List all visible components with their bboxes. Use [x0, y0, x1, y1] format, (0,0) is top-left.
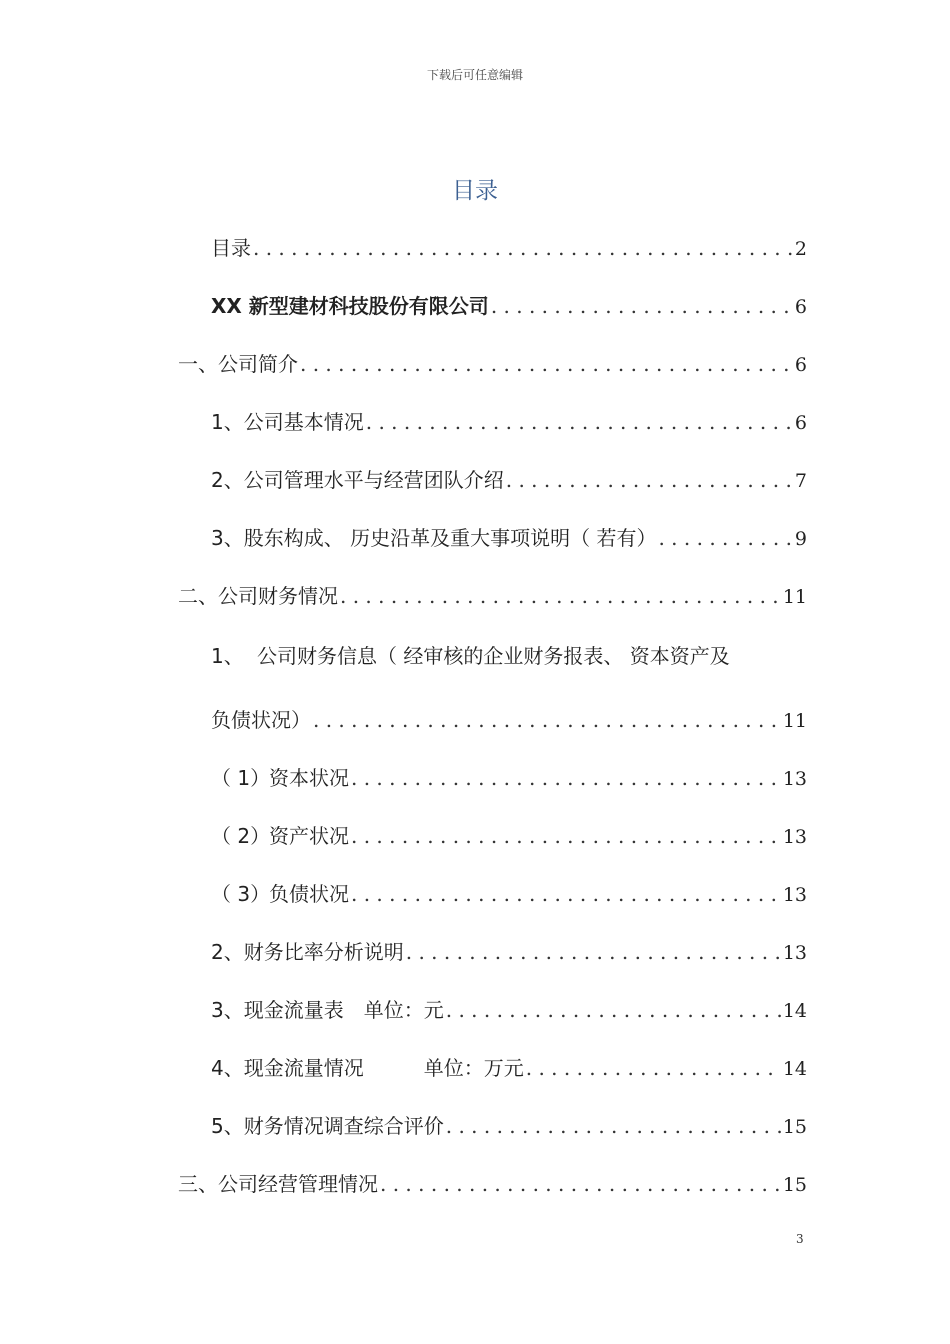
toc-leader — [446, 1114, 781, 1138]
toc-entry-label: 公司财务信息（ 经审核的企业财务报表、 资本资产及 — [257, 644, 730, 668]
toc-entry-number: 2、 — [211, 468, 244, 492]
toc-entry-number: 1、 — [211, 644, 244, 668]
toc-entry-label: 公司经营管理情况 — [218, 1172, 378, 1196]
toc-entry[interactable] — [211, 878, 807, 908]
toc-entry-label: 股东构成、 历史沿革及重大事项说明（ 若有） — [243, 526, 657, 550]
toc-entry-first-line[interactable] — [211, 640, 730, 669]
toc-entry-page: 15 — [782, 1174, 807, 1196]
toc-entry-label: 财务比率分析说明 — [243, 940, 404, 964]
toc-leader — [351, 766, 781, 790]
toc-entry-number: 一、 — [178, 352, 218, 376]
toc-entry-page: 6 — [794, 412, 807, 434]
toc-entry-number: （ 1） — [211, 766, 271, 790]
toc-leader — [658, 526, 792, 550]
toc-entry-label: 资本状况 — [269, 766, 349, 790]
toc-leader — [446, 998, 781, 1022]
toc-entry-page: 14 — [782, 1058, 807, 1080]
toc-entry[interactable] — [211, 936, 807, 966]
toc-entry[interactable] — [211, 1110, 807, 1140]
toc-entry[interactable] — [178, 348, 807, 378]
toc-entry-number: 3、 — [211, 998, 244, 1022]
toc-entry-label-continued: 负债状况） — [211, 708, 311, 732]
toc-entry-label: 公司财务情况 — [218, 584, 338, 608]
toc-leader — [351, 882, 781, 906]
toc-entry-label: 公司管理水平与经营团队介绍 — [243, 468, 504, 492]
toc-entry-page: 13 — [782, 884, 807, 906]
toc-entry-page: 13 — [782, 768, 807, 790]
toc-entry-number: （ 2） — [211, 824, 271, 848]
toc-entry-label: 公司基本情况 — [243, 410, 364, 434]
toc-entry[interactable] — [211, 994, 807, 1024]
toc-entry-page: 6 — [794, 296, 807, 318]
toc-entry-number: 1、 — [211, 410, 244, 434]
toc-entry[interactable] — [211, 464, 807, 494]
toc-leader — [253, 236, 793, 260]
toc-entry-number: 5、 — [211, 1114, 244, 1138]
toc-leader — [406, 940, 781, 964]
toc-entry[interactable] — [211, 1052, 807, 1082]
toc-entry-page: 11 — [782, 710, 807, 732]
toc-entry[interactable] — [211, 820, 807, 850]
page-header: 下载后可任意编辑 — [426, 68, 523, 82]
toc-entry-label: 资产状况 — [269, 824, 349, 848]
toc-leader — [491, 294, 793, 318]
toc-entry[interactable] — [178, 580, 807, 610]
toc-entry[interactable] — [211, 232, 807, 262]
toc-entry[interactable] — [211, 290, 807, 320]
toc-leader — [526, 1056, 781, 1080]
toc-entry-number: 二、 — [178, 584, 218, 608]
toc-leader — [506, 468, 793, 492]
toc-entry-label: 财务情况调查综合评价 — [243, 1114, 444, 1138]
toc-entry[interactable] — [178, 1168, 807, 1198]
toc-entry-number: 三、 — [178, 1172, 218, 1196]
toc-entry[interactable] — [211, 704, 807, 734]
toc-leader — [300, 352, 793, 376]
toc-entry[interactable] — [211, 406, 807, 436]
toc-entry-page: 6 — [794, 354, 807, 376]
toc-entry-label: 现金流量表 单位：元 — [243, 998, 444, 1022]
toc-entry-page: 15 — [782, 1116, 807, 1138]
toc-entry-number: （ 3） — [211, 882, 271, 906]
toc-entry-page: 13 — [782, 942, 807, 964]
toc-entry-label: XX 新型建材科技股份有限公司 — [211, 294, 489, 318]
toc-entry-page: 14 — [782, 1000, 807, 1022]
toc-entry-page: 11 — [782, 586, 807, 608]
toc-entry-number: 4、 — [211, 1056, 244, 1080]
toc-leader — [340, 584, 781, 608]
page-number: 3 — [796, 1232, 804, 1246]
toc-leader — [380, 1172, 781, 1196]
toc-entry-label: 公司简介 — [218, 352, 298, 376]
toc-leader — [366, 410, 793, 434]
toc-entry-label: 目录 — [211, 236, 251, 260]
toc-leader — [313, 708, 781, 732]
toc-entry-page: 2 — [794, 238, 807, 260]
toc-entry-page: 7 — [794, 470, 807, 492]
toc-entry-number: 3、 — [211, 526, 244, 550]
toc-leader — [351, 824, 781, 848]
toc-entry-page: 9 — [794, 528, 807, 550]
toc-entry[interactable] — [211, 522, 807, 552]
toc-title: 目录 — [452, 178, 498, 204]
toc-entry-label: 负债状况 — [269, 882, 349, 906]
toc-entry[interactable] — [211, 762, 807, 792]
toc-entry-number: 2、 — [211, 940, 244, 964]
toc-entry-label: 现金流量情况 单位：万元 — [243, 1056, 524, 1080]
toc-entry-page: 13 — [782, 826, 807, 848]
